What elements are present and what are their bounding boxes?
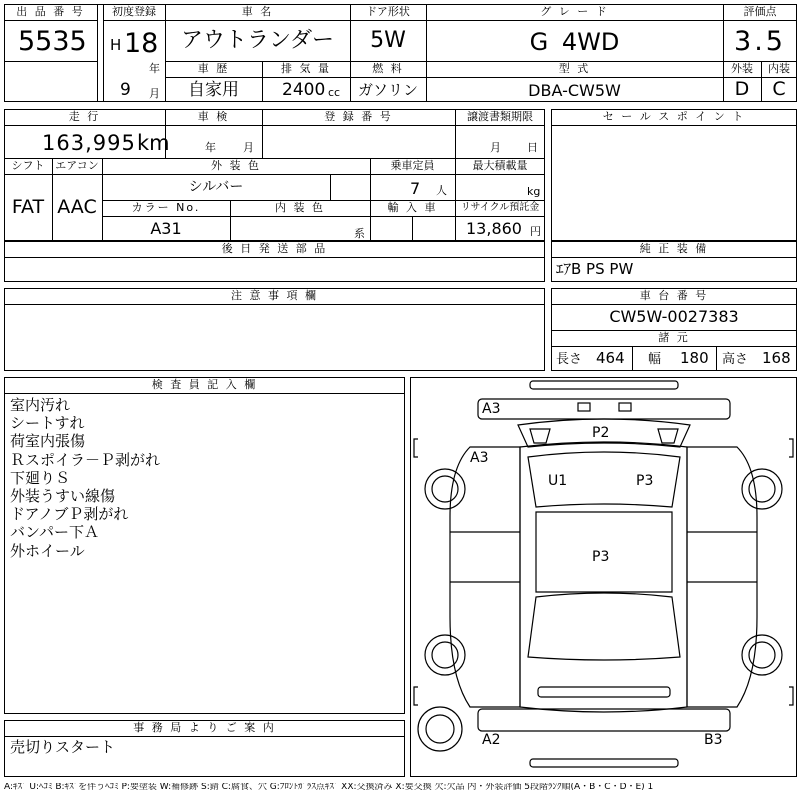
inspector-notes-label: 検 査 員 記 入 欄 — [151, 378, 258, 391]
sales-points-label: セ ー ル ス ポ イ ン ト — [602, 110, 746, 123]
inspector-note: 室内汚れ — [10, 396, 71, 414]
grade-value: G 4WD — [529, 28, 620, 56]
damage-mark: B3 — [704, 732, 723, 748]
exterior-color-label: 外 装 色 — [211, 159, 261, 172]
score-value: 3.5 — [734, 26, 786, 57]
height-label: 高さ — [722, 352, 749, 367]
damage-mark: A2 — [482, 732, 501, 748]
inspector-note: 荷室内張傷 — [10, 432, 86, 451]
inspector-note: シートすれ — [10, 414, 85, 433]
exterior-grade: D — [734, 78, 750, 100]
wheel-front-right — [742, 469, 782, 509]
height-value: 168 — [762, 349, 791, 367]
history-value: 自家用 — [188, 80, 239, 100]
first-registration-label: 初度登録 — [112, 5, 156, 18]
spare-wheel — [418, 707, 462, 751]
damage-mark: P3 — [636, 473, 654, 489]
score-label: 評価点 — [743, 5, 777, 18]
width-label: 幅 — [648, 352, 662, 367]
specs-label: 諸 元 — [658, 331, 690, 344]
vehicle-details-block — [4, 109, 545, 241]
max-load-unit: kg — [527, 185, 541, 198]
inspector-note: 外装うすい線傷 — [10, 487, 116, 505]
max-load-label: 最大積載量 — [472, 159, 528, 172]
interior-color-unit: 系 — [354, 227, 365, 240]
inspector-note: バンパー下Ａ — [10, 523, 99, 542]
import-label: 輸 入 車 — [387, 201, 438, 214]
transfer-month-unit: 月 — [490, 141, 501, 154]
recycle-deposit-value: 13,860 — [466, 219, 522, 238]
chassis-label: 車 台 番 号 — [639, 289, 709, 302]
equipment-value: ｴｱB PS PW — [556, 260, 634, 278]
sales-points-block — [551, 109, 797, 241]
door-label: ドア形状 — [366, 5, 410, 18]
capacity-unit: 人 — [436, 184, 447, 197]
recycle-deposit-label: リサイクル預託金 — [460, 202, 540, 213]
wheel-front-left — [425, 469, 465, 509]
damage-mark: A3 — [482, 401, 501, 417]
equipment-label: 純 正 装 備 — [639, 242, 709, 255]
color-number-value: A31 — [150, 219, 182, 238]
length-label: 長さ — [556, 352, 583, 367]
first-registration-year: 18 — [124, 28, 159, 59]
history-label: 車 歴 — [197, 62, 230, 75]
width-value: 180 — [680, 349, 709, 367]
exterior-color-value: シルバー — [188, 179, 244, 195]
transfer-deadline-label: 譲渡書類期限 — [467, 110, 533, 123]
aircon-label: エアコン — [55, 159, 99, 172]
year-unit: 年 — [149, 62, 160, 75]
length-value: 464 — [596, 349, 625, 367]
office-message: 売切りスタート — [10, 738, 116, 756]
displacement-value: 2400 — [282, 80, 326, 100]
inspection-year-unit: 年 — [205, 141, 216, 154]
first-registration-month: 9 — [120, 80, 131, 100]
inspector-notes-list — [10, 396, 400, 696]
legend: A:ｷｽﾞ U:ﾍｺﾐ B:ｷｽﾞを伴うﾍｺﾐ P:要塗装 W:補修跡 S:錆 C:腐食、穴 G:ﾌﾛﾝﾄｶﾞﾗｽ点ｷｽﾞ XX:交換済み X:要交換 欠:欠品 内・外装評価 5段階ﾗﾝｸ順(A・B・C・D・E) 1 — [4, 783, 654, 792]
color-number-label: カラー No. — [131, 201, 201, 214]
inspection-month-unit: 月 — [243, 141, 254, 154]
lot-number: 5535 — [18, 26, 87, 57]
inspector-note: Ｒスポイラ－Ｐ剥がれ — [10, 450, 161, 469]
office-message-label: 事 務 局 よ り ご 案 内 — [133, 721, 276, 734]
car-name-label: 車 名 — [241, 5, 274, 18]
registration-number-label: 登 録 番 号 — [324, 110, 393, 123]
car-name: アウトランダー — [180, 28, 335, 53]
damage-mark: P3 — [592, 549, 610, 565]
shift-value: FAT — [11, 196, 45, 218]
caution-label: 注 意 事 項 欄 — [231, 289, 318, 302]
chassis-value: CW5W-0027383 — [609, 307, 739, 326]
wheel-rear-right — [742, 635, 782, 675]
inspector-note: ドアノブＰ剥がれ — [10, 505, 129, 524]
damage-mark: A3 — [470, 450, 489, 466]
mileage-value: 163,995 — [42, 131, 136, 155]
inspector-note: 下廻りＳ — [10, 468, 71, 487]
capacity-label: 乗車定員 — [390, 159, 435, 172]
month-unit: 月 — [149, 87, 160, 100]
interior-grade-label: 内装 — [768, 62, 790, 75]
model-value: DBA-CW5W — [528, 81, 621, 100]
fuel-value: ガソリン — [357, 81, 418, 99]
capacity-value: 7 — [410, 179, 421, 198]
shift-label: シフト — [11, 159, 45, 172]
interior-grade: C — [772, 78, 786, 100]
era-letter: H — [110, 36, 122, 54]
transfer-day-unit: 日 — [527, 141, 538, 154]
door-value: 5W — [370, 28, 406, 53]
exterior-grade-label: 外装 — [731, 62, 753, 75]
later-parts-label: 後 日 発 送 部 品 — [221, 242, 328, 255]
grade-label: グ レ ー ド — [540, 5, 609, 18]
fuel-label: 燃 料 — [372, 62, 404, 75]
displacement-unit: cc — [328, 86, 341, 99]
inspection-label: 車 検 — [197, 110, 230, 123]
displacement-label: 排 気 量 — [281, 62, 331, 75]
interior-color-label: 内 装 色 — [275, 201, 325, 214]
mileage-label: 走 行 — [68, 110, 101, 123]
mileage-unit: km — [137, 131, 170, 155]
lot-number-label: 出 品 番 号 — [16, 5, 85, 18]
damage-mark: P2 — [592, 425, 610, 441]
inspector-note: 外ホイール — [10, 541, 85, 560]
front-bumper-outline — [530, 381, 678, 389]
damage-mark: U1 — [548, 473, 568, 489]
aircon-value: AAC — [57, 196, 97, 218]
recycle-deposit-unit: 円 — [530, 225, 541, 238]
model-label: 型 式 — [558, 62, 591, 75]
wheel-rear-left — [425, 635, 465, 675]
